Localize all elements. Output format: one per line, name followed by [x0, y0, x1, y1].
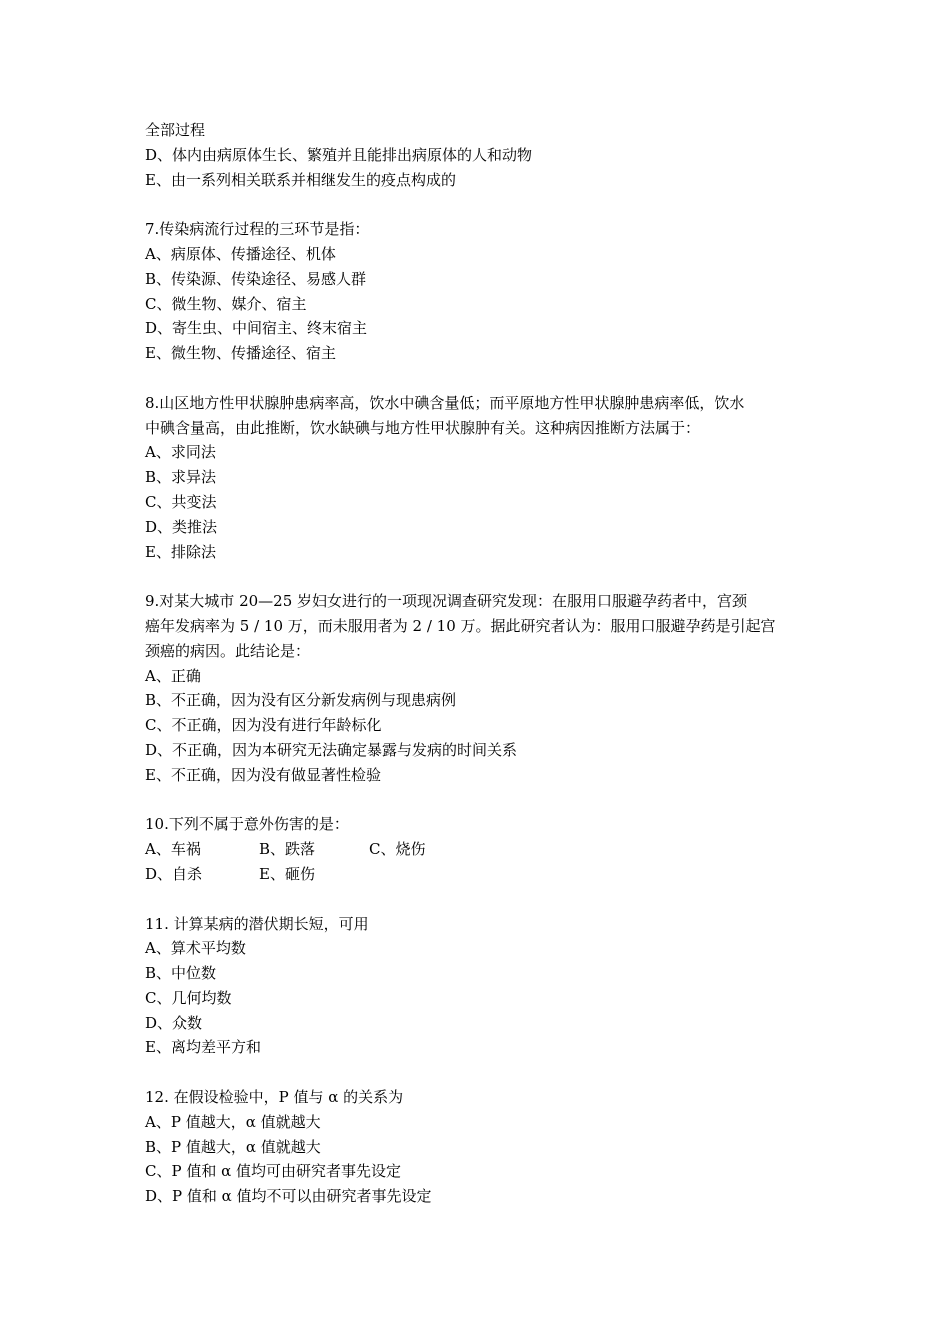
option: A、算术平均数 [145, 939, 246, 958]
option-row [145, 837, 825, 862]
option: D、不正确，因为本研究无法确定暴露与发病的时间关系 [145, 740, 518, 759]
option: E、离均差平方和 [145, 1038, 261, 1057]
option: A、车祸 [145, 840, 201, 859]
option: E、由一系列相关联系并相继发生的疫点构成的 [145, 170, 456, 189]
option: A、正确 [145, 666, 201, 685]
option: B、求异法 [145, 468, 217, 487]
option: C、烧伤 [369, 840, 426, 859]
spacer [145, 564, 825, 589]
option: D、自杀 [145, 864, 203, 883]
spacer [145, 366, 825, 391]
option: E、砸伤 [259, 864, 315, 883]
question-stem: 9.对某大城市 20—25 岁妇女进行的一项现况调查研究发现：在服用口服避孕药者中，宫颈 [145, 592, 748, 611]
option: C、几何均数 [145, 988, 232, 1007]
option: D、体内由病原体生长、繁殖并且能排出病原体的人和动物 [145, 145, 533, 164]
option: A、病原体、传播途径、机体 [145, 244, 336, 263]
spacer [145, 788, 825, 813]
prev-continuation: 全部过程 [145, 121, 206, 139]
option: B、不正确，因为没有区分新发病例与现患病例 [145, 691, 457, 710]
option-row [145, 862, 825, 887]
document-page [145, 118, 825, 1209]
option: A、求同法 [145, 443, 216, 462]
question-7 [145, 217, 825, 366]
spacer [145, 192, 825, 217]
question-stem: 10.下列不属于意外伤害的是： [145, 815, 349, 834]
option: D、P 值和 α 值均不可以由研究者事先设定 [145, 1187, 432, 1206]
question-stem: 7.传染病流行过程的三环节是指： [145, 220, 370, 239]
option: D、类推法 [145, 517, 218, 536]
option: E、不正确，因为没有做显著性检验 [145, 765, 381, 784]
question-stem: 11. 计算某病的潜伏期长短，可用 [145, 914, 369, 933]
question-stem: 中碘含量高，由此推断，饮水缺碘与地方性甲状腺肿有关。这种病因推断方法属于： [145, 418, 701, 437]
option: C、微生物、媒介、宿主 [145, 294, 307, 313]
option: C、不正确，因为没有进行年龄标化 [145, 716, 382, 735]
question-12 [145, 1085, 825, 1209]
option: B、P 值越大，α 值就越大 [145, 1137, 321, 1156]
question-8 [145, 391, 825, 565]
option: C、共变法 [145, 492, 217, 511]
option: D、众数 [145, 1013, 203, 1032]
option: B、中位数 [145, 964, 217, 983]
option: E、微生物、传播途径、宿主 [145, 344, 336, 363]
option: B、跌落 [259, 840, 316, 859]
question-10 [145, 812, 825, 886]
question-stem: 12. 在假设检验中，P 值与 α 的关系为 [145, 1088, 404, 1107]
question-stem: 8.山区地方性甲状腺肿患病率高，饮水中碘含量低；而平原地方性甲状腺肿患病率低，饮水 [145, 393, 745, 412]
spacer [145, 1060, 825, 1085]
question-11 [145, 912, 825, 1061]
spacer [145, 887, 825, 912]
option: E、排除法 [145, 542, 216, 561]
question-stem: 颈癌的病因。此结论是： [145, 641, 311, 660]
question-9 [145, 589, 825, 787]
option: B、传染源、传染途径、易感人群 [145, 269, 367, 288]
option: D、寄生虫、中间宿主、终末宿主 [145, 319, 368, 338]
option: A、P 值越大，α 值就越大 [145, 1112, 321, 1131]
option: C、P 值和 α 值均可由研究者事先设定 [145, 1162, 402, 1181]
question-stem: 癌年发病率为 5 / 10 万，而未服用者为 2 / 10 万。据此研究者认为：服用口服避孕药是引起宫 [145, 616, 776, 635]
prev-question [145, 118, 825, 192]
